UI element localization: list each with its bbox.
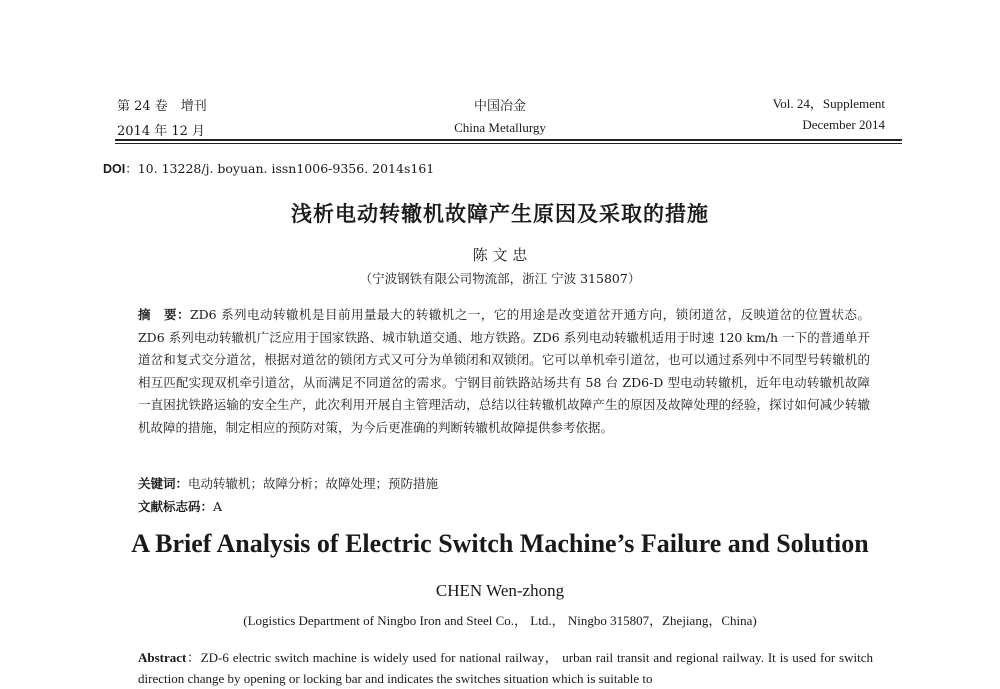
journal-date-en: December 2014 [802, 117, 885, 132]
journal-volume-en: Vol. 24，Supplement [772, 96, 885, 111]
abstract-en-text: ：ZD-6 electric switch machine is widely used for national railway， urban rail transit and regional railway. It is used for switch direction change by opening or locking bar and indicates the switches situation which is suitable to [138, 650, 873, 686]
document-code [138, 497, 222, 515]
keywords-cn-text: 电动转辙机；故障分析；故障处理；预防措施 [188, 476, 439, 491]
affiliation-en: (Logistics Department of Ningbo Iron and Steel Co.， Ltd.， Ningbo 315807，Zhejiang，China) [243, 613, 757, 628]
journal-volume: 第 24 卷 增刊 [117, 99, 207, 114]
document-code-value: A [213, 499, 223, 514]
header-rule-thin [115, 143, 902, 144]
keywords-cn-label: 关键词： [138, 476, 189, 491]
journal-name-en: China Metallurgy [454, 120, 546, 135]
document-code-label: 文献标志码： [138, 499, 214, 514]
abstract-en-label: Abstract [138, 650, 187, 665]
journal-name-cn: 中国冶金 [473, 99, 526, 114]
abstract-cn-label: 摘 要： [138, 307, 190, 322]
journal-date-cn: 2014 年 12 月 [117, 124, 206, 139]
keywords-cn [138, 474, 438, 492]
doi-line [103, 159, 434, 177]
affiliation-cn: （宁波钢铁有限公司物流部，浙江 宁波 315807） [359, 271, 641, 286]
header-rule-thick [115, 139, 902, 141]
paper-title-cn: 浅析电动转辙机故障产生原因及采取的措施 [291, 202, 709, 226]
doi-value: ：10. 13228/j. boyuan. issn1006-9356. 2014s161 [125, 161, 435, 176]
author-cn: 陈 文 忠 [472, 246, 528, 264]
author-en: CHEN Wen-zhong [435, 581, 565, 600]
paper-title-en: A Brief Analysis of Electric Switch Machine’s Failure and Solution [131, 529, 869, 558]
abstract-cn-text: ZD6 系列电动转辙机是目前用量最大的转辙机之一，它的用途是改变道岔开通方向，锁闭道岔，反映道岔的位置状态。ZD6 系列电动转辙机广泛应用于国家铁路、城市轨道交通、地方铁路。ZD6 系列电动转辙机适用于时速 120 km/h 一下的普通单开道岔和复式交分道岔，根据对道岔的锁闭方式又可分为单锁闭和双锁闭。它可以单机牵引道岔，也可以通过系列中不同型号转辙机的相互匹配实现双机牵引道岔，从而满足不同道岔的需求。宁钢目前铁路站场共有 58 台 ZD6-D 型电动转辙机，近年电动转辙机故障一直困扰铁路运输的安全生产，此次利用开展自主管理活动，总结以往转辙机故障产生的原因及故障处理的经验，探讨如何减少转辙机故障的措施，制定相应的预防对策，为今后更准确的判断转辙机故障提供参考依据。 [138, 307, 870, 435]
abstract-cn [138, 304, 870, 440]
abstract-en [138, 647, 873, 689]
doi-label: DOI [103, 162, 126, 176]
